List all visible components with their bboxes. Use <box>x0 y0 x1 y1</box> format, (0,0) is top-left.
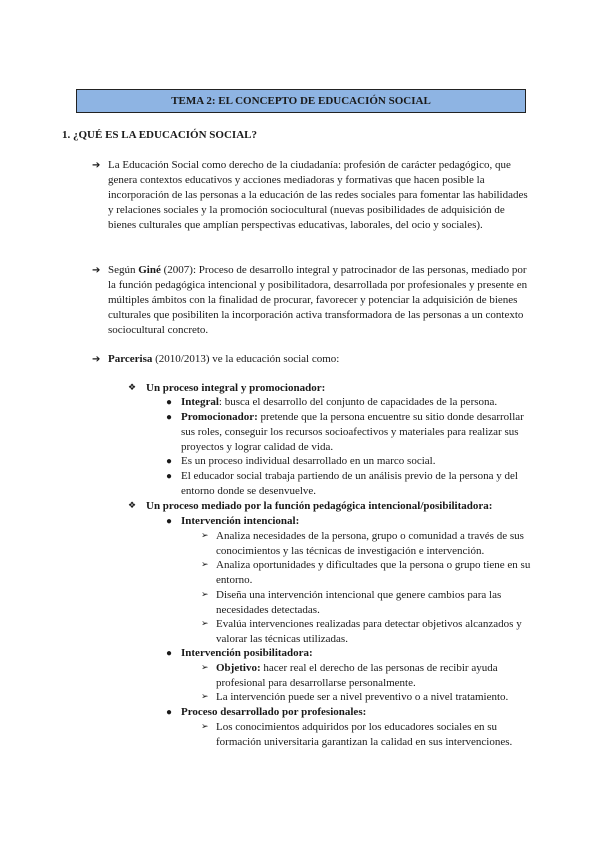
diamond-icon: ❖ <box>128 383 137 393</box>
arrow-icon: ➔ <box>92 160 101 171</box>
bullet-list-item <box>166 469 534 499</box>
bullet-icon: ● <box>166 471 173 482</box>
text-run: (2010/2013) ve la educación social como: <box>152 353 340 365</box>
sub-item-text: Analiza oportunidades y dificultades que la persona o grupo tiene en su entorno. <box>216 559 531 586</box>
term: Integral <box>181 396 219 408</box>
bullet-heading: Intervención posibilitadora: <box>181 647 313 659</box>
page-title-text: TEMA 2: EL CONCEPTO DE EDUCACIÓN SOCIAL <box>171 94 431 107</box>
sub-item-text: Diseña una intervención intencional que genere cambios para las necesidades detectadas. <box>216 589 502 616</box>
sub-item-text <box>216 661 531 691</box>
text-run: (2007): Proceso de desarrollo integral y patrocinador de las personas, mediado por la función pedagógica intencional y posibilitadora, desarrollada por profesionales y presente en múltiples ámbitos con la finalidad de procurar, favorecer y potenciar la adquisición de bienes culturales que posibiliten la incorporación activa transformadora de las personas a un contexto sociocultural concreto. <box>108 264 528 336</box>
triangle-arrow-icon: ➢ <box>201 590 209 600</box>
sub-item-text: Analiza necesidades de la persona, grupo o comunidad a través de sus conocimientos y las técnicas de investigación e intervención. <box>216 530 524 557</box>
paragraph-definition: La Educación Social como derecho de la ciudadanía: profesión de carácter pedagógico, que genera contextos educativos y acciones mediadoras y formativas que hacen posible la incorporación de las personas a la educación de las redes sociales para fomentar las habilidades y relaciones sociales y la promoción sociocultural (nuevas posibilidades de adquisición de bienes culturales que amplían perspectivas educativas, laborales, del ocio y sociales). <box>108 159 528 231</box>
arrow-list-item <box>92 158 532 233</box>
bullet-list-item <box>166 395 534 410</box>
triangle-arrow-icon: ➢ <box>201 722 209 732</box>
bullet-text: El educador social trabaja partiendo de un análisis previo de la persona y del entorno donde se desenvuelve. <box>181 470 518 497</box>
bullet-list-item <box>166 705 534 720</box>
text-run: pretende que la persona encuentre su sitio donde desarrollar sus roles, conseguir los recursos socioafectivos y materiales para realizar sus proyectos y lograr calidad de vida. <box>181 411 524 453</box>
text-run: : busca el desarrollo del conjunto de capacidades de la persona. <box>218 396 498 408</box>
bullet-list-item <box>166 454 534 469</box>
triangle-arrow-icon: ➢ <box>201 692 209 702</box>
triangle-arrow-icon: ➢ <box>201 531 209 541</box>
bullet-text <box>181 410 534 455</box>
bullet-text: Es un proceso individual desarrollado en un marco social. <box>181 455 436 467</box>
diamond-icon: ❖ <box>128 501 137 511</box>
sub-list-item <box>201 558 531 588</box>
bullet-icon: ● <box>166 516 173 527</box>
author-name: Parcerisa <box>108 353 153 365</box>
bullet-icon: ● <box>166 412 173 423</box>
paragraph-parcerisa <box>108 352 532 367</box>
text-run: Según <box>108 264 139 276</box>
sub-list-item <box>201 661 531 691</box>
bullet-list-item <box>166 410 534 455</box>
sub-item-text: La intervención puede ser a nivel preventivo o a nivel tratamiento. <box>216 691 509 703</box>
arrow-icon: ➔ <box>92 354 101 365</box>
page-title <box>76 89 526 113</box>
diamond-list-item <box>128 499 538 514</box>
bullet-list-item <box>166 646 534 661</box>
triangle-arrow-icon: ➢ <box>201 663 209 673</box>
diamond-list-item <box>128 381 538 396</box>
bullet-text <box>181 395 534 410</box>
sub-item-text: Los conocimientos adquiridos por los educadores sociales en su formación universitaria garantizan la calidad en sus intervenciones. <box>216 721 513 748</box>
bullet-list-item <box>166 514 534 529</box>
sub-list-item <box>201 617 531 647</box>
arrow-icon: ➔ <box>92 265 101 276</box>
sub-list-item <box>201 690 531 705</box>
sub-list-item <box>201 720 531 750</box>
term: Objetivo: <box>216 662 261 674</box>
author-name: Giné <box>138 264 161 276</box>
bullet-icon: ● <box>166 648 173 659</box>
text-run: hacer real el derecho de las personas de recibir ayuda profesional para desarrollarse personalmente. <box>216 662 498 689</box>
paragraph-gine <box>108 263 532 338</box>
triangle-arrow-icon: ➢ <box>201 560 209 570</box>
bullet-heading: Proceso desarrollado por profesionales: <box>181 706 367 718</box>
bullet-icon: ● <box>166 707 173 718</box>
triangle-arrow-icon: ➢ <box>201 619 209 629</box>
bullet-icon: ● <box>166 456 173 467</box>
sub-list-item <box>201 529 531 559</box>
group-heading: Un proceso integral y promocionador: <box>146 382 326 394</box>
arrow-list-item <box>92 352 532 367</box>
bullet-icon: ● <box>166 397 173 408</box>
section-heading: 1. ¿QUÉ ES LA EDUCACIÓN SOCIAL? <box>62 129 257 141</box>
term: Promocionador: <box>181 411 258 423</box>
sub-item-text: Evalúa intervenciones realizadas para detectar objetivos alcanzados y valorar las técnicas utilizadas. <box>216 618 522 645</box>
bullet-heading: Intervención intencional: <box>181 515 300 527</box>
arrow-list-item <box>92 263 532 338</box>
sub-list-item <box>201 588 531 618</box>
group-heading: Un proceso mediado por la función pedagógica intencional/posibilitadora: <box>146 500 493 512</box>
